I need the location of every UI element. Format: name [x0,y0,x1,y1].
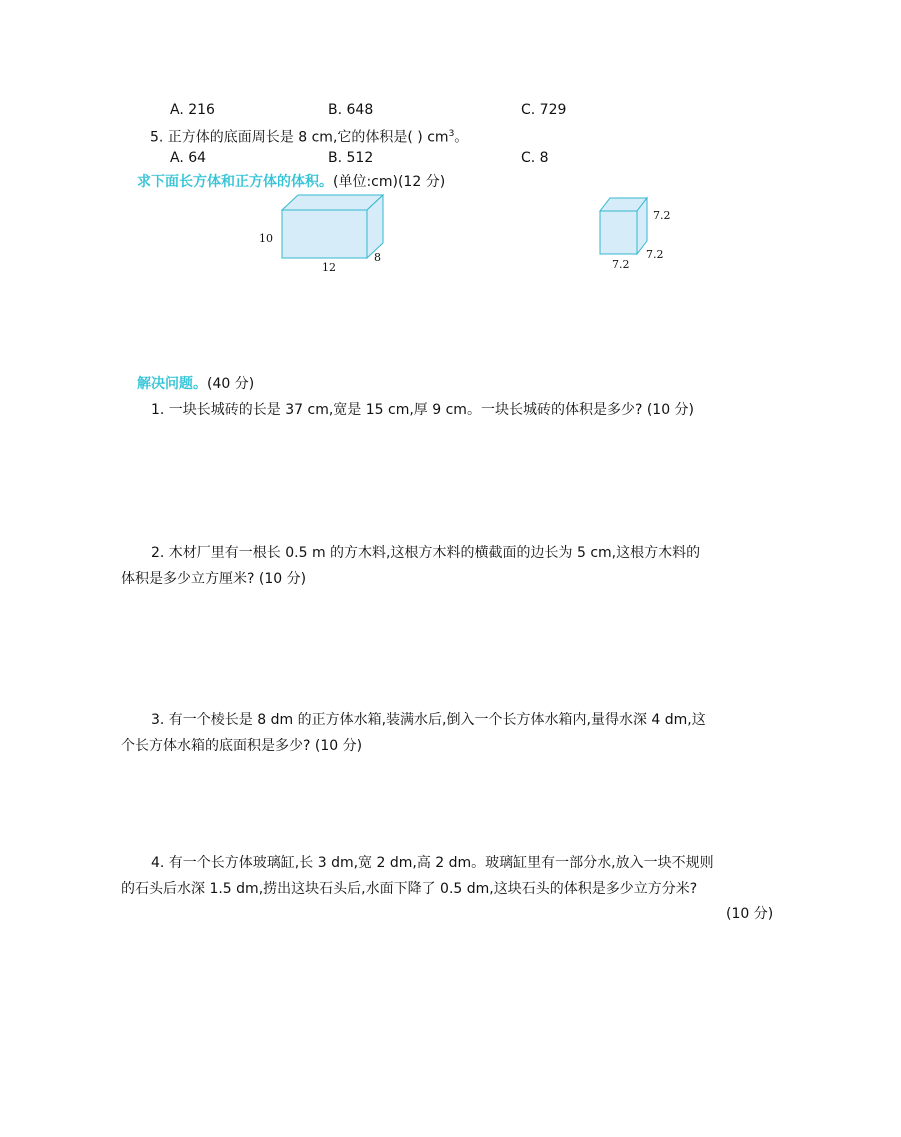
cube-edge-depth-label: 7.2 [646,248,664,261]
section-volume-score: (单位:cm)(12 分) [333,174,446,190]
problem-2-line-1: 2. 木材厂里有一根长 0.5 m 的方木料,这根方木料的横截面的边长为 5 cm,这根方木料的 [151,545,701,561]
q5-option-c: C. 8 [521,150,549,166]
q5-option-b: B. 512 [328,150,374,166]
q5-question [150,124,468,148]
problem-4-line-1: 4. 有一个长方体玻璃缸,长 3 dm,宽 2 dm,高 2 dm。玻璃缸里有一部分水,放入一块不规则 [151,855,714,871]
q4-option-c: C. 729 [521,102,567,118]
section-volume-heading [137,172,445,192]
cuboid-top-face [282,195,383,210]
problem-3 [121,707,781,759]
cube-edge-bottom-label: 7.2 [612,258,630,271]
section-solve-title: 解决问题。 [137,376,207,392]
problem-3-line-2: 个长方体水箱的底面积是多少? (10 分) [121,738,363,754]
problem-4 [121,850,781,902]
q5-text-end: 。 [454,129,469,146]
q5-option-a: A. 64 [170,150,207,166]
q5-text: 5. 正方体的底面周长是 8 cm,它的体积是( ) cm [150,129,449,146]
problem-2 [121,540,781,592]
q5-exponent: 3 [448,129,455,139]
cube-front-face [600,211,637,254]
problem-4-score: (10 分) [726,906,774,922]
q4-option-a: A. 216 [170,102,215,118]
problem-1: 1. 一块长城砖的长是 37 cm,宽是 15 cm,厚 9 cm。一块长城砖的体积是多少? (10 分) [151,402,695,418]
section-volume-title: 求下面长方体和正方体的体积。 [137,174,333,190]
cube-edge-right-label: 7.2 [653,209,671,222]
problem-4-line-2: 的石头后水深 1.5 dm,捞出这块石头后,水面下降了 0.5 dm,这块石头的体积是多少立方分米? [121,881,698,897]
problem-3-line-1: 3. 有一个棱长是 8 dm 的正方体水箱,装满水后,倒入一个长方体水箱内,量得水深 4 dm,这 [151,712,706,728]
problem-2-line-2: 体积是多少立方厘米? (10 分) [121,571,307,587]
section-solve-score: (40 分) [207,376,255,392]
section-solve-heading [137,374,254,394]
cuboid-length-label: 12 [322,261,336,274]
cuboid-width-label: 8 [374,251,381,264]
cuboid-front-face [282,210,367,258]
q4-option-b: B. 648 [328,102,374,118]
cuboid-height-label: 10 [259,232,273,245]
